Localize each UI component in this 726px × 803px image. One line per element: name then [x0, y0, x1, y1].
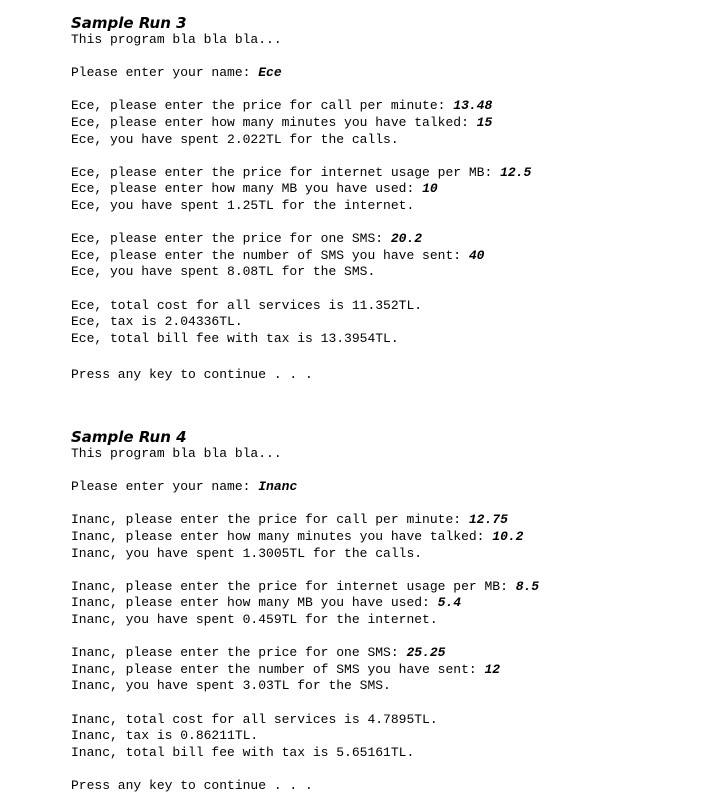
sms-count-value: 12 — [484, 661, 501, 677]
internet-spent-line: Ece, you have spent 1.25TL for the internet. — [71, 197, 415, 213]
internet-mb-value: 10 — [422, 181, 438, 197]
call-spent-line: Inanc, you have spent 1.3005TL for the calls. — [71, 545, 423, 561]
internet-mb-value: 5.4 — [437, 595, 462, 611]
internet-mb-line — [71, 595, 539, 612]
internet-price-line — [71, 579, 539, 596]
internet-mb-line — [71, 181, 531, 198]
name-input-value: Ece — [258, 65, 282, 81]
call-minutes-line — [71, 115, 531, 132]
bill-line: Inanc, total bill fee with tax is 5.65161TL. — [71, 744, 415, 760]
sms-count-prompt: Ece, please enter the number of SMS you have sent: — [71, 247, 469, 263]
bill-line: Ece, total bill fee with tax is 13.3954TL. — [71, 330, 399, 346]
name-line — [71, 479, 539, 496]
tax-line: Inanc, tax is 0.86211TL. — [71, 728, 259, 744]
sms-count-line — [71, 662, 539, 679]
press-key-line: Press any key to continue . . . — [71, 367, 313, 383]
call-minutes-value: 15 — [476, 114, 493, 130]
internet-mb-prompt: Inanc, please enter how many MB you have used: — [71, 595, 438, 611]
sms-price-value: 20.2 — [390, 231, 423, 247]
sms-price-line — [71, 231, 531, 248]
call-minutes-prompt: Inanc, please enter how many minutes you have talked: — [71, 528, 493, 544]
sms-price-prompt: Inanc, please enter the price for one SMS: — [71, 645, 407, 661]
call-price-value: 12.75 — [468, 512, 508, 528]
internet-price-value: 8.5 — [515, 578, 540, 594]
call-price-value: 13.48 — [453, 98, 493, 114]
total-cost-line: Ece, total cost for all services is 11.352TL. — [71, 297, 423, 313]
call-minutes-value: 10.2 — [492, 528, 524, 544]
tax-line: Ece, tax is 2.04336TL. — [71, 314, 243, 330]
internet-price-prompt: Ece, please enter the price for internet usage per MB: — [71, 164, 501, 180]
call-spent-line: Ece, you have spent 2.022TL for the calls. — [71, 131, 399, 147]
internet-price-line — [71, 165, 531, 182]
call-price-prompt: Ece, please enter the price for call per minute: — [71, 98, 454, 114]
sms-spent-line: Inanc, you have spent 3.03TL for the SMS. — [71, 678, 391, 694]
call-price-line — [71, 512, 539, 529]
call-minutes-prompt: Ece, please enter how many minutes you have talked: — [71, 114, 477, 130]
sample-run-3 — [71, 14, 531, 384]
intro-line: This program bla bla bla... — [71, 446, 282, 461]
name-input-value: Inanc — [258, 479, 298, 495]
sms-count-prompt: Inanc, please enter the number of SMS you have sent: — [71, 661, 485, 677]
name-prompt: Please enter your name: — [71, 65, 259, 81]
press-key-line: Press any key to continue . . . — [71, 778, 313, 794]
run-title: Sample Run 3 — [71, 14, 187, 32]
call-price-line — [71, 98, 531, 115]
sms-price-value: 25.25 — [406, 645, 446, 661]
sms-price-prompt: Ece, please enter the price for one SMS: — [71, 231, 391, 247]
total-cost-line: Inanc, total cost for all services is 4.7895TL. — [71, 711, 438, 727]
sms-price-line — [71, 645, 539, 662]
sms-spent-line: Ece, you have spent 8.08TL for the SMS. — [71, 264, 376, 280]
internet-mb-prompt: Ece, please enter how many MB you have used: — [71, 181, 423, 197]
internet-price-prompt: Inanc, please enter the price for internet usage per MB: — [71, 578, 516, 594]
sms-count-line — [71, 248, 531, 265]
call-minutes-line — [71, 529, 539, 546]
internet-price-value: 12.5 — [500, 164, 532, 180]
internet-spent-line: Inanc, you have spent 0.459TL for the internet. — [71, 611, 438, 627]
intro-line: This program bla bla bla... — [71, 32, 282, 47]
name-prompt: Please enter your name: — [71, 479, 259, 495]
run-title: Sample Run 4 — [71, 428, 187, 446]
sample-run-4 — [71, 428, 539, 795]
sms-count-value: 40 — [468, 247, 485, 263]
call-price-prompt: Inanc, please enter the price for call per minute: — [71, 512, 469, 528]
name-line — [71, 65, 531, 82]
